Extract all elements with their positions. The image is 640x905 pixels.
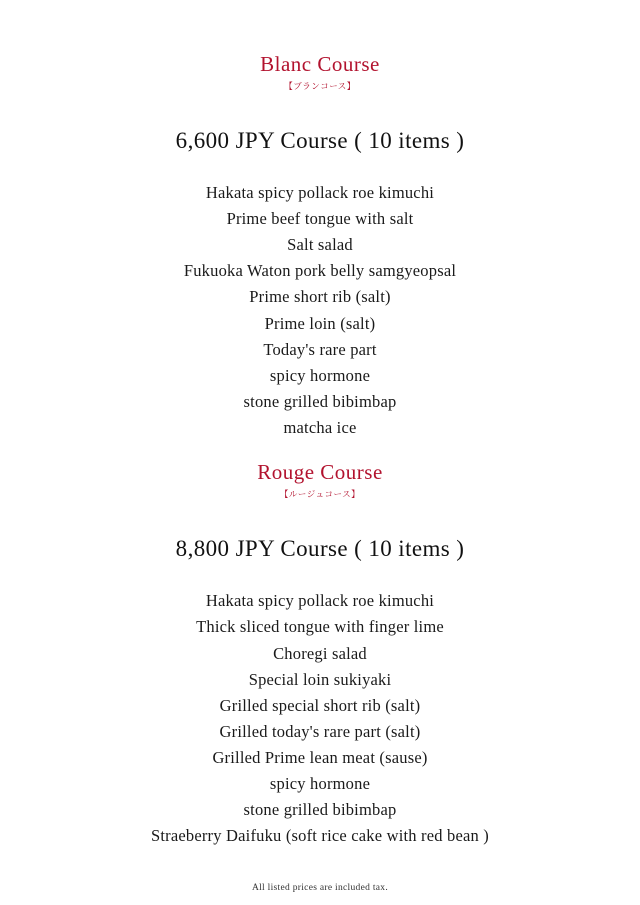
course-price-line: 6,600 JPY Course ( 10 items ) — [175, 128, 465, 154]
list-item: matcha ice — [283, 417, 357, 437]
course-title-japanese: 【ルージュコース】 — [279, 490, 361, 501]
list-item: stone grilled bibimbap — [243, 391, 397, 411]
list-item: Grilled Prime lean meat (sause) — [212, 747, 428, 767]
course-price-line: 8,800 JPY Course ( 10 items ) — [175, 536, 465, 562]
course-title-japanese: 【ブランコース】 — [284, 82, 356, 93]
course-section-rouge — [40, 460, 600, 849]
list-item: stone grilled bibimbap — [243, 799, 397, 819]
course-section-blanc — [40, 52, 600, 441]
course-title: Rouge Course — [257, 460, 383, 485]
list-item: Straeberry Daifuku (soft rice cake with red bean ) — [150, 825, 490, 845]
list-item: Choregi salad — [273, 643, 367, 663]
course-title: Blanc Course — [260, 52, 380, 76]
list-item: Today's rare part — [263, 339, 377, 359]
course-item-list — [40, 180, 600, 441]
course-item-list — [40, 588, 600, 849]
list-item: spicy hormone — [269, 365, 371, 385]
list-item: Salt salad — [287, 235, 353, 255]
list-item: Grilled today's rare part (salt) — [219, 721, 421, 741]
list-item: Prime loin (salt) — [264, 313, 376, 333]
list-item: Fukuoka Waton pork belly samgyeopsal — [183, 261, 457, 281]
list-item: Grilled special short rib (salt) — [219, 695, 421, 715]
list-item: Hakata spicy pollack roe kimuchi — [205, 591, 435, 611]
list-item: Prime short rib (salt) — [249, 287, 391, 307]
list-item: Prime beef tongue with salt — [226, 209, 414, 229]
tax-footnote: All listed prices are included tax. — [251, 883, 389, 893]
list-item: Thick sliced tongue with finger lime — [196, 617, 444, 637]
list-item: Hakata spicy pollack roe kimuchi — [205, 183, 435, 203]
list-item: spicy hormone — [269, 773, 371, 793]
list-item: Special loin sukiyaki — [248, 669, 392, 689]
